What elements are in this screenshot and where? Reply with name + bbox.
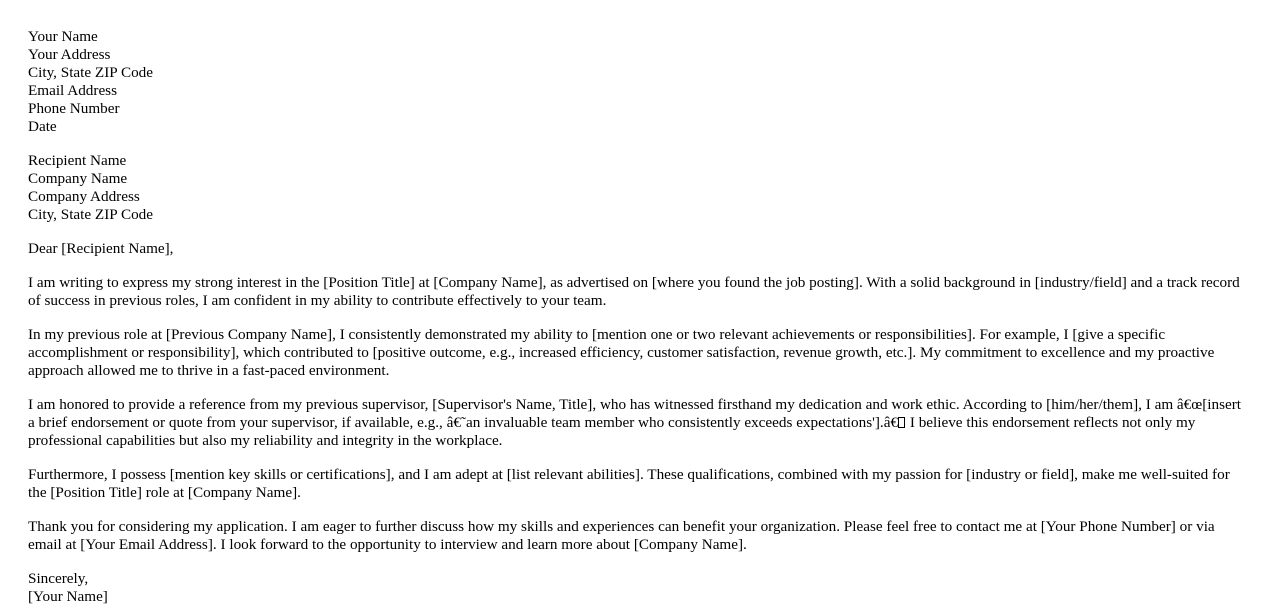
recipient-city-state-zip: City, State ZIP Code <box>28 206 154 223</box>
sender-address: Your Address <box>28 46 111 63</box>
recipient-company-address: Company Address <box>28 188 140 205</box>
sender-name: Your Name <box>28 28 98 45</box>
signature-name: [Your Name] <box>28 588 108 605</box>
cover-letter <box>28 28 1242 606</box>
recipient-company: Company Name <box>28 170 128 187</box>
salutation: Dear [Recipient Name], <box>28 240 174 257</box>
recipient-name: Recipient Name <box>28 152 127 169</box>
paragraph-intro: I am writing to express my strong interest in the [Position Title] at [Company Name], as advertised on [where you found the job posting]. With a solid background in [industry/field] and a track record of success in previous roles, I am confident in my ability to contribute effectively to your team. <box>28 274 1240 309</box>
paragraph-closing: Thank you for considering my application. I am eager to further discuss how my skills and experiences can benefit your organization. Please feel free to contact me at [Your Phone Number] or via email at [Your Email Address]. I look forward to the opportunity to interview and learn more about [Company Name]. <box>28 518 1215 553</box>
recipient-block <box>28 152 1242 224</box>
missing-glyph-icon <box>898 417 905 428</box>
paragraph-experience: In my previous role at [Previous Company Name], I consistently demonstrated my ability to [mention one or two relevant achievements or responsibilities]. For example, I [give a specific accomplishment or responsibility], which contributed to [positive outcome, e.g., increased efficiency, customer satisfaction, revenue growth, etc.]. My commitment to excellence and my proactive approach allowed me to thrive in a fast-paced environment. <box>28 326 1215 379</box>
spacer <box>28 224 1242 240</box>
reference-text-before: I am honored to provide a reference from my previous supervisor, [Supervisor's Name, Title], who has witnessed firsthand my dedication and work ethic. According to [him/her/them], I am â€œ[insert a brief endorsement or quote from your supervisor, if available, e.g., â€˜an invaluable team member who consistently exceeds expectations'].â€ <box>28 396 1242 431</box>
letter-date: Date <box>28 118 57 135</box>
sender-email: Email Address <box>28 82 118 99</box>
paragraph-skills: Furthermore, I possess [mention key skills or certifications], and I am adept at [list relevant abilities]. These qualifications, combined with my passion for [industry or field], make me well-suited for the [Position Title] role at [Company Name]. <box>28 466 1230 501</box>
spacer <box>28 136 1242 152</box>
reference-text-after: I believe this endorsement reflects not only my professional capabilities but also my reliability and integrity in the workplace. <box>28 414 1196 449</box>
sender-block <box>28 28 1242 136</box>
closing: Sincerely, <box>28 570 89 587</box>
sender-city-state-zip: City, State ZIP Code <box>28 64 154 81</box>
paragraph-reference <box>28 396 1242 450</box>
sender-phone: Phone Number <box>28 100 120 117</box>
